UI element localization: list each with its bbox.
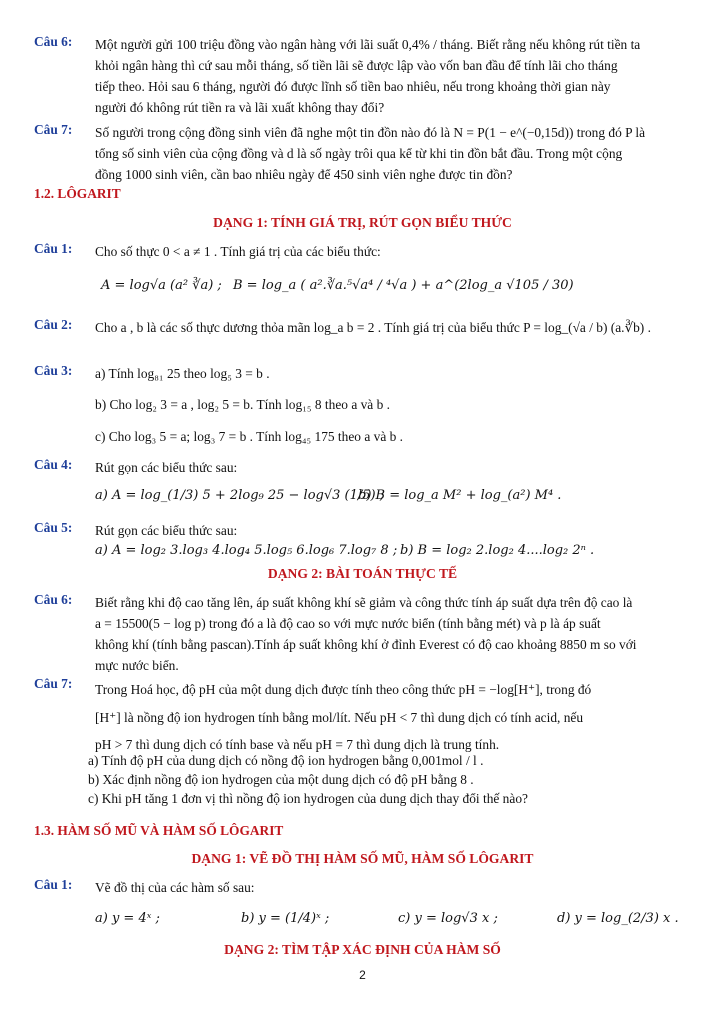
question-part-b: b) Cho log₂ 3 = a , log₂ 5 = b. Tính log₁₅ 8 theo a và b .	[95, 397, 390, 412]
question-label: Câu 2:	[34, 317, 73, 332]
question-text-line: Cho a , b là các số thực dương thỏa mãn log_a b = 2 . Tính giá trị của biểu thức P = log_(√a / b) (a.∛b) .	[95, 320, 651, 335]
question-label: Câu 3:	[34, 363, 73, 378]
question-6-savings	[34, 34, 694, 118]
question-1-evaluate	[34, 241, 694, 262]
formula-a: A = log√a (a² ∛a) ;	[101, 278, 222, 293]
question-text-line: Rút gọn các biểu thức sau:	[95, 460, 238, 475]
formula-b: b) B = log₂ 2.log₂ 4....log₂ 2ⁿ .	[400, 543, 595, 558]
question-text-line: Một người gửi 100 triệu đồng vào ngân hàng với lãi suất 0,4% / tháng. Biết rằng nếu không rút tiền ta	[95, 37, 641, 52]
question-label: Câu 6:	[34, 592, 73, 607]
formula-b: B = log_a ( a².∛a.⁵√a⁴ / ⁴√a ) + a^(2log_a √105 / 30)	[233, 278, 574, 293]
question-label: Câu 5:	[34, 520, 73, 535]
question-7-rumor	[34, 122, 694, 185]
question-part-c: c) Khi pH tăng 1 đơn vị thì nồng độ ion hydrogen của dung dịch thay đổi thế nào?	[88, 791, 528, 806]
formula-row	[95, 904, 695, 934]
formula-b: b) B = log_a M² + log_(a²) M⁴ .	[358, 488, 562, 503]
question-text-line: mực nước biển.	[95, 658, 179, 673]
question-text-line: Rút gọn các biểu thức sau:	[95, 523, 238, 538]
question-text-line: không khí (tính bằng pascan).Tính áp suất không khí ở đỉnh Everest có độ cao khoảng 8850 m so với	[95, 637, 637, 652]
question-label: Câu 6:	[34, 34, 73, 49]
question-text-line: [H⁺] là nồng độ ion hydrogen tính bằng mol/lít. Nếu pH < 7 thì dung dịch có tính acid, nếu	[95, 710, 584, 725]
question-3-log	[34, 363, 694, 384]
question-part-c: c) Cho log₃ 5 = a; log₃ 7 = b . Tính log₄₅ 175 theo a và b .	[95, 429, 404, 444]
question-text-line: Số người trong cộng đồng sinh viên đã nghe một tin đồn nào đó là N = P(1 − e^(−0,15d)) trong đó P là	[95, 125, 646, 140]
question-text-line: pH > 7 thì dung dịch có tính base và nếu pH = 7 thì dung dịch là trung tính.	[95, 737, 500, 752]
question-4-simplify	[34, 457, 694, 478]
question-text-line: Cho số thực 0 < a ≠ 1 . Tính giá trị của các biểu thức:	[95, 244, 381, 259]
question-text-line: Biết rằng khi độ cao tăng lên, áp suất không khí sẽ giảm và công thức tính áp suất dựa trên độ cao là	[95, 595, 633, 610]
formula-a: a) A = log_(1/3) 5 + 2log₉ 25 − log√3 (1/5) ;	[95, 488, 385, 503]
formula-row	[95, 536, 695, 566]
question-part-a: a) Tính log₈₁ 25 theo log₅ 3 = b .	[95, 366, 270, 381]
section-heading-functions: 1.3. HÀM SỐ MŨ VÀ HÀM SỐ LÔGARIT	[34, 823, 284, 838]
formula-row	[95, 271, 695, 301]
question-text-line: Vẽ đồ thị của các hàm số sau:	[95, 880, 255, 895]
page-number: 2	[359, 968, 366, 982]
question-text-line: tổng số sinh viên của cộng đồng và d là số ngày trôi qua kể từ khi tin đồn bắt đầu. Trong một cộng	[95, 146, 623, 161]
formula-a: a) y = 4ˣ ;	[95, 911, 160, 926]
formula-a: a) A = log₂ 3.log₃ 4.log₄ 5.log₅ 6.log₆ 7.log₇ 8 ;	[95, 543, 398, 558]
question-1-graph	[34, 877, 694, 898]
question-2-log	[34, 317, 694, 338]
question-text-line: a = 15500(5 − log p) trong đó a là độ cao so với mực nước biển (tính bằng mét) và p là áp suất	[95, 616, 601, 631]
question-text-line: đồng 1000 sinh viên, cần bao nhiêu ngày để 450 sinh viên nghe được tin đồn?	[95, 167, 513, 182]
topic-heading-applied: DẠNG 2: BÀI TOÁN THỰC TẾ	[267, 566, 458, 581]
topic-heading-evaluate: DẠNG 1: TÍNH GIÁ TRỊ, RÚT GỌN BIỂU THỨC	[213, 215, 512, 230]
section-heading-logarit: 1.2. LÔGARIT	[34, 186, 121, 201]
formula-d: d) y = log_(2/3) x .	[557, 911, 679, 926]
formula-b: b) y = (1/4)ˣ ;	[241, 911, 330, 926]
question-text-line: tiếp theo. Hỏi sau 6 tháng, người đó được lĩnh số tiền bao nhiêu, nếu trong khoảng thời gian này	[95, 79, 611, 94]
formula-row	[95, 481, 695, 511]
question-7-ph	[34, 676, 694, 758]
question-part-b: b) Xác định nồng độ ion hydrogen của một dung dịch có độ pH bằng 8 .	[88, 772, 474, 787]
question-text-line: Trong Hoá học, độ pH của một dung dịch được tính theo công thức pH = −log[H⁺], trong đó	[95, 682, 592, 697]
question-label: Câu 4:	[34, 457, 73, 472]
question-label: Câu 7:	[34, 676, 73, 691]
question-text-line: người đó không rút tiền ra và lãi xuất không thay đổi?	[95, 100, 385, 115]
question-label: Câu 7:	[34, 122, 73, 137]
topic-heading-domain: DẠNG 2: TÌM TẬP XÁC ĐỊNH CỦA HÀM SỐ	[224, 942, 501, 957]
question-label: Câu 1:	[34, 877, 73, 892]
formula-c: c) y = log√3 x ;	[398, 911, 498, 926]
question-label: Câu 1:	[34, 241, 73, 256]
question-text-line: khỏi ngân hàng thì cứ sau mỗi tháng, số tiền lãi sẽ được lập vào vốn ban đầu để tính lãi cho tháng	[95, 58, 618, 73]
topic-heading-graph: DẠNG 1: VẼ ĐỒ THỊ HÀM SỐ MŨ, HÀM SỐ LÔGARIT	[191, 851, 534, 866]
question-part-a: a) Tính độ pH của dung dịch có nồng độ ion hydrogen bằng 0,001mol / l .	[88, 753, 484, 768]
question-6-pressure	[34, 592, 694, 676]
